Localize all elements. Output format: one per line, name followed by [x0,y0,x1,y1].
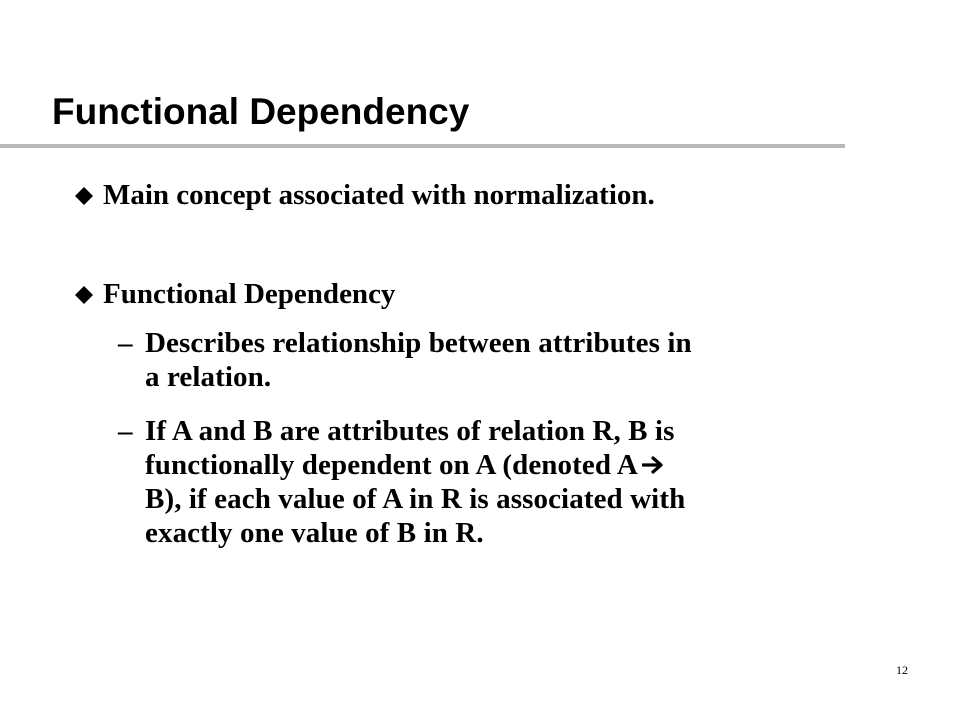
sub-item-line: Describes relationship between attributes in [145,327,692,359]
bullet-text: Main concept associated with normalization. [103,179,655,211]
sub-item-line: If A and B are attributes of relation R, B is [145,415,675,447]
sub-item-line-with-arrow [118,448,858,482]
right-arrow-icon [642,455,664,475]
sub-item-describes-relationship [118,326,858,394]
diamond-bullet-icon [75,286,93,304]
sub-item-line-text: functionally dependent on A (denoted A [145,449,638,481]
sub-item-dash: – [118,327,133,359]
sub-item-line: exactly one value of B in R. [145,517,484,549]
bullet-text: Functional Dependency [103,278,396,310]
sub-item-definition [118,414,858,550]
slide-title: Functional Dependency [52,91,470,132]
sub-item-line: B), if each value of A in R is associated with [145,483,686,515]
diamond-bullet-icon [75,187,93,205]
title-underline [0,144,845,148]
sub-item-line: a relation. [145,361,272,393]
page-number: 12 [896,663,908,677]
sub-item-dash: – [118,415,133,447]
